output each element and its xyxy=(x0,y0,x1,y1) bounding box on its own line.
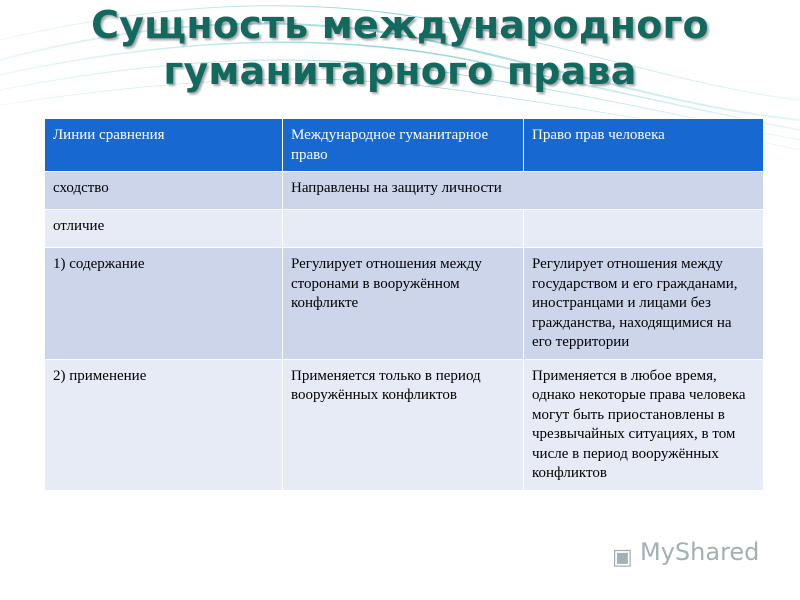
table-row xyxy=(45,172,764,210)
table-cell: Применяется в любое время, однако некоторые права человека могут быть приостановлены в чрезвычайных ситуациях, в том числе в период вооружённых конфликтов xyxy=(524,359,764,490)
row-label: сходство xyxy=(45,172,283,210)
table-row xyxy=(45,359,764,490)
row-label: отличие xyxy=(45,210,283,248)
slide-title-line1: Сущность международного xyxy=(91,3,709,47)
header-cell: Линии сравнения xyxy=(45,119,283,172)
table-cell: Регулирует отношения между сторонами в вооружённом конфликте xyxy=(283,248,524,360)
comparison-table xyxy=(44,118,764,491)
watermark-logo xyxy=(612,538,759,569)
merged-cell: Направлены на защиту личности xyxy=(283,172,764,210)
table-row xyxy=(45,248,764,360)
table-header-row xyxy=(45,119,764,172)
header-cell: Право прав человека xyxy=(524,119,764,172)
watermark-text: MyShared xyxy=(640,538,760,566)
row-label: 2) применение xyxy=(45,359,283,490)
table-cell: Регулирует отношения между государством и его гражданами, иностранцами и лицами без гражданства, находящимися на его территории xyxy=(524,248,764,360)
table-cell xyxy=(283,210,524,248)
table-cell: Применяется только в период вооружённых конфликтов xyxy=(283,359,524,490)
table-row xyxy=(45,210,764,248)
slide-title-line2: гуманитарного права xyxy=(163,49,637,93)
slide-title xyxy=(0,2,800,94)
presentation-board-icon: ▣ xyxy=(612,545,633,570)
row-label: 1) содержание xyxy=(45,248,283,360)
table-cell xyxy=(524,210,764,248)
header-cell: Международное гуманитарное право xyxy=(283,119,524,172)
